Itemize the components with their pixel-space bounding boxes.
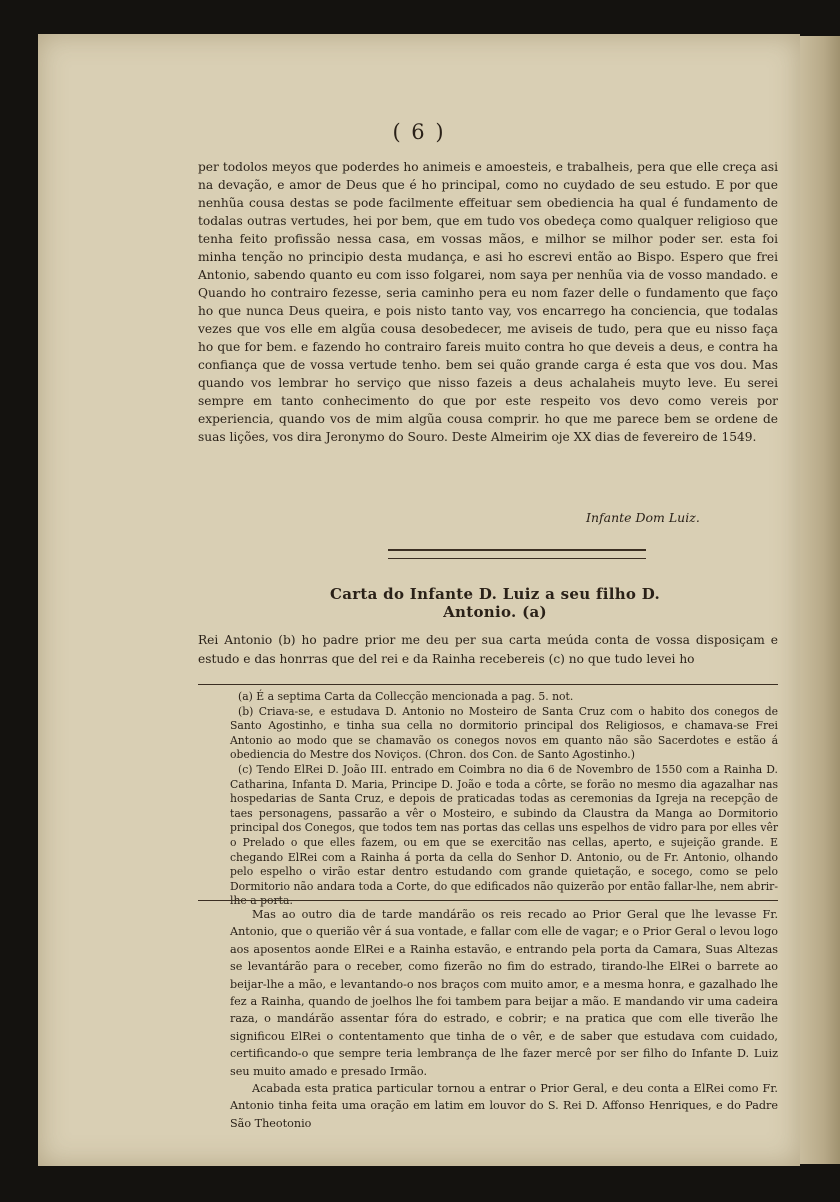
page-number: ( 6 ): [392, 120, 446, 144]
letter-body: [198, 158, 778, 446]
letter2-paragraph: Rei Antonio (b) ho padre prior me deu per sua carta meúda conta de vossa disposiçam e estudo e das honrras que del rei e da Rainha recebereis (c) no que tudo levei ho: [198, 633, 778, 666]
footnote-b: (b) Criava-se, e estudava D. Antonio no Mosteiro de Santa Cruz com o habito dos conegos de Santo Agostinho, e tinha sua cella no dormitorio principal dos Religiosos, e chamava-se Frei Antonio ao modo que se chamavão os conegos novos em quanto não são Sacerdotes e estão á obediencia do Mestre dos Noviços. (Chron. dos Con. de Santo Agostinho.): [230, 704, 778, 762]
letter2-opening: [198, 631, 778, 669]
ornamental-divider: [388, 549, 646, 559]
signature: Infante Dom Luiz.: [586, 510, 700, 525]
continuation-paragraph-1: Mas ao outro dia de tarde mandárão os reis recado ao Prior Geral que lhe levasse Fr. Antonio, que o querião vêr á sua vontade, e fallar com elle de vagar; e o Prior Geral o levou logo aos aposentos aonde ElRei e a Rainha estavão, e entrando pela porta da Camara, Suas Altezas se levantárão para o receber, como fizerão no fim do estrado, tirando-lhe ElRei o barrete ao beijar-lhe a mão, e levantando-o nos braços com muito amor, e a mesma honra, e gazalhado lhe fez a Rainha, quando de joelhos lhe foi tambem para beijar a mão. E mandando vir uma cadeira raza, o mandárão assentar fóra do estrado, e cobrir; e na pratica que com elle tiverão lhe significou ElRei o contentamento que tinha de o vêr, e de saber que estudava com cuidado, certificando-o que sempre teria lembrança de lhe fazer mercê por ser filho do Infante D. Luiz seu muito amado e presado Irmão.: [230, 908, 778, 1078]
book-page: [38, 34, 800, 1166]
next-page-edge: [800, 36, 840, 1164]
letter-paragraph: per todolos meyos que poderdes ho animeis e amoesteis, e trabalheis, pera que elle creça asi na devação, e amor de Deus que é ho principal, como no cuydado de seu estudo. E por que nenhũa cousa destas se pode facilmente effeituar sem obediencia ha qual é fundamento de todalas outras vertudes, hei por bem, que em tudo vos obedeça como qualquer religioso que tenha feito profissão nessa casa, em vossas mãos, e milhor se milhor poder ser. esta foi minha tenção no principio desta mudança, e asi ho escrevi então ao Bispo. Espero que frei Antonio, sabendo quanto eu com isso folgarei, nom saya per nenhũa via de vosso mandado. e Quando ho contrairo fezesse, seria caminho pera eu nom fazer delle o fundamento que faço ho que nunca Deus queira, e pois nisto tanto vay, vos encarrego ha conciencia, que todalas vezes que vos elle em algũa cousa desobedecer, me aviseis de tudo, pera que eu nisso faça ho que for bem. e fazendo ho contrairo fareis muito contra ho que deveis a deus, e contra ha confiança que de vossa vertude tenho. bem sei quão grande carga é esta que vos dou. Mas quando vos lembrar ho serviço que nisso fazeis a deus achalaheis muyto leve. Eu serei sempre em tanto conhecimento do que por este respeito vos devo como vereis por experiencia, quando vos de mim algũa cousa comprir. ho que me parece bem se ordene de suas lições, vos dira Jeronymo do Souro. Deste Almeirim oje XX dias de fevereiro de 1549.: [198, 160, 778, 444]
footnotes: [230, 690, 778, 909]
footnote-continuation: [230, 906, 778, 1132]
letter-title: Carta do Infante D. Luiz a seu filho D. Antonio. (a): [329, 585, 661, 621]
footnote-c: (c) Tendo ElRei D. João III. entrado em Coimbra no dia 6 de Novembro de 1550 com a Rainha D. Catharina, Infanta D. Maria, Principe D. João e toda a côrte, se forão no mesmo dia agazalhar nas hospedarias de Santa Cruz, e depois de praticadas todas as ceremonias da Igreja na recepção de taes personagens, passarão a vêr o Mosteiro, e subindo da Claustra da Manga ao Dormitorio principal dos Conegos, que todos tem nas portas das cellas uns espelhos de vidro para por elles vêr o Prelado o que elles fazem, ou em que se exercitão nas cellas, aperto, e sujeição grande. E chegando ElRei com a Rainha á porta da cella do Senhor D. Antonio, ou de Fr. Antonio, olhando pelo espelho o virão estar dentro estudando com grande quietação, e socego, como se pelo Dormitorio não andara toda a Corte, do que edificados não quizerão por então fallar-lhe, nem abrir-lhe a porta.: [230, 762, 778, 908]
footnote-rule: [198, 684, 778, 685]
footnote-a: (a) É a septima Carta da Collecção mencionada a pag. 5. not.: [238, 690, 574, 703]
continuation-paragraph-2: Acabada esta pratica particular tornou a entrar o Prior Geral, e deu conta a ElRei como Fr. Antonio tinha feita uma oração em latim em louvor do S. Rei D. Affonso Henriques, e do Padre São Theotonio: [230, 1082, 778, 1130]
continuation-rule: [198, 900, 778, 901]
